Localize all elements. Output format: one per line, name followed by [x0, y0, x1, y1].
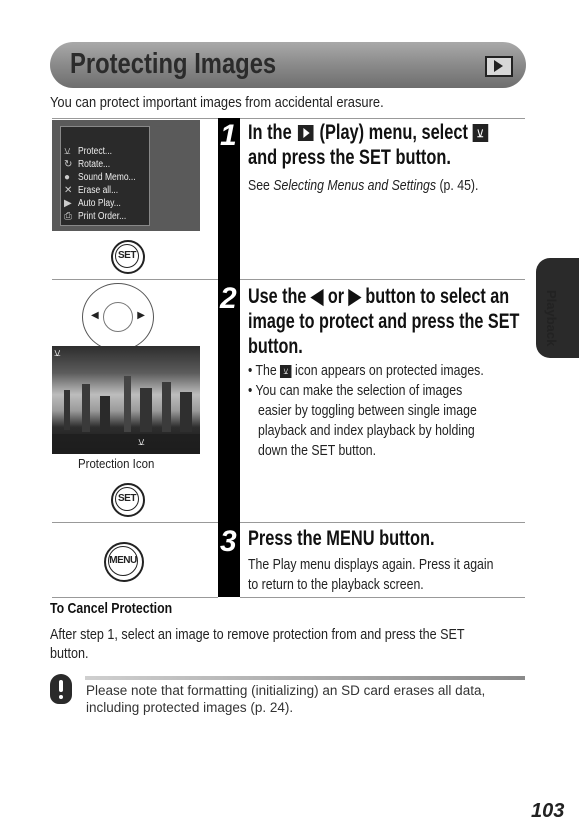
menu-item: ● Sound Memo...: [64, 172, 136, 183]
cancel-protection-heading: To Cancel Protection: [50, 600, 173, 617]
protect-icon: ⚺: [472, 124, 488, 142]
step-3-body: The Play menu displays again. Press it again to return to the playback screen.: [248, 556, 494, 593]
protection-icon-caption: Protection Icon: [78, 456, 155, 471]
caution-icon: [50, 674, 72, 704]
menu-item: ✕ Erase all...: [64, 185, 119, 196]
set-button-icon: SET: [111, 483, 145, 517]
intro-text: You can protect important images from accidental erasure.: [50, 94, 384, 111]
divider: [240, 522, 525, 523]
divider: [52, 522, 218, 523]
play-menu-list: [60, 126, 150, 226]
menu-item: ⎙ Print Order...: [64, 211, 127, 222]
dpad-icon: [82, 283, 154, 351]
divider: [240, 597, 525, 598]
protect-icon: ⚺: [64, 146, 71, 157]
set-button-icon: SET: [111, 240, 145, 274]
protect-icon: ⚺: [54, 348, 61, 359]
step-2-title-line3: button.: [248, 335, 303, 358]
caution-note: Please note that formatting (initializing) an SD card erases all data, including protected images (p. 24).: [86, 683, 486, 715]
section-label: Playback: [544, 290, 559, 347]
step-2-number: 2: [220, 282, 237, 315]
erase-icon: ✕: [64, 185, 73, 196]
sound-memo-icon: ●: [64, 172, 71, 183]
menu-item: ⚺ Protect...: [64, 146, 113, 157]
step-1-number: 1: [220, 119, 237, 152]
protect-icon: ⚺: [280, 365, 291, 378]
step-3-title: Press the MENU button.: [248, 527, 435, 550]
divider: [240, 118, 525, 119]
divider: [240, 279, 525, 280]
protection-icon: ⚺: [138, 437, 145, 448]
step-2-title-line1: Use the ◀ or ▶ button to select an: [248, 285, 510, 308]
step-1-title-line2: and press the SET button.: [248, 146, 451, 169]
note-rule: [85, 676, 525, 680]
page-number: 103: [531, 800, 565, 822]
menu-button-icon: MENU: [104, 542, 144, 582]
cancel-protection-text: After step 1, select an image to remove protection from and press the SET button.: [50, 626, 465, 662]
play-menu-icon: [298, 125, 314, 141]
step-1-title: In the (Play) menu, select ⚺: [248, 120, 556, 145]
divider: [52, 597, 218, 598]
play-mode-icon: [485, 56, 513, 77]
step-3-number: 3: [220, 525, 237, 558]
rotate-icon: ↻: [64, 159, 73, 170]
right-arrow-icon: ▶: [137, 310, 145, 321]
step-1-body: See Selecting Menus and Settings (p. 45).: [248, 177, 479, 194]
left-arrow-icon: ◀: [91, 310, 99, 321]
divider: [52, 118, 218, 119]
auto-play-icon: ▶: [64, 198, 72, 209]
step-2-bullet-1: • The ⚺ icon appears on protected images.: [248, 362, 484, 379]
menu-item: ▶ Auto Play...: [64, 198, 121, 209]
page-title: Protecting Images: [70, 48, 277, 80]
step-2-bullet-2: • You can make the selection of images easier by toggling between single image playback and index playback by holding down the SET button.: [248, 382, 477, 459]
divider: [52, 279, 218, 280]
photo-info-bar: [52, 434, 200, 454]
menu-item: ↻ Rotate...: [64, 159, 111, 170]
step-2-title-line2: image to protect and press the SET: [248, 310, 520, 333]
print-order-icon: ⎙: [64, 211, 72, 222]
